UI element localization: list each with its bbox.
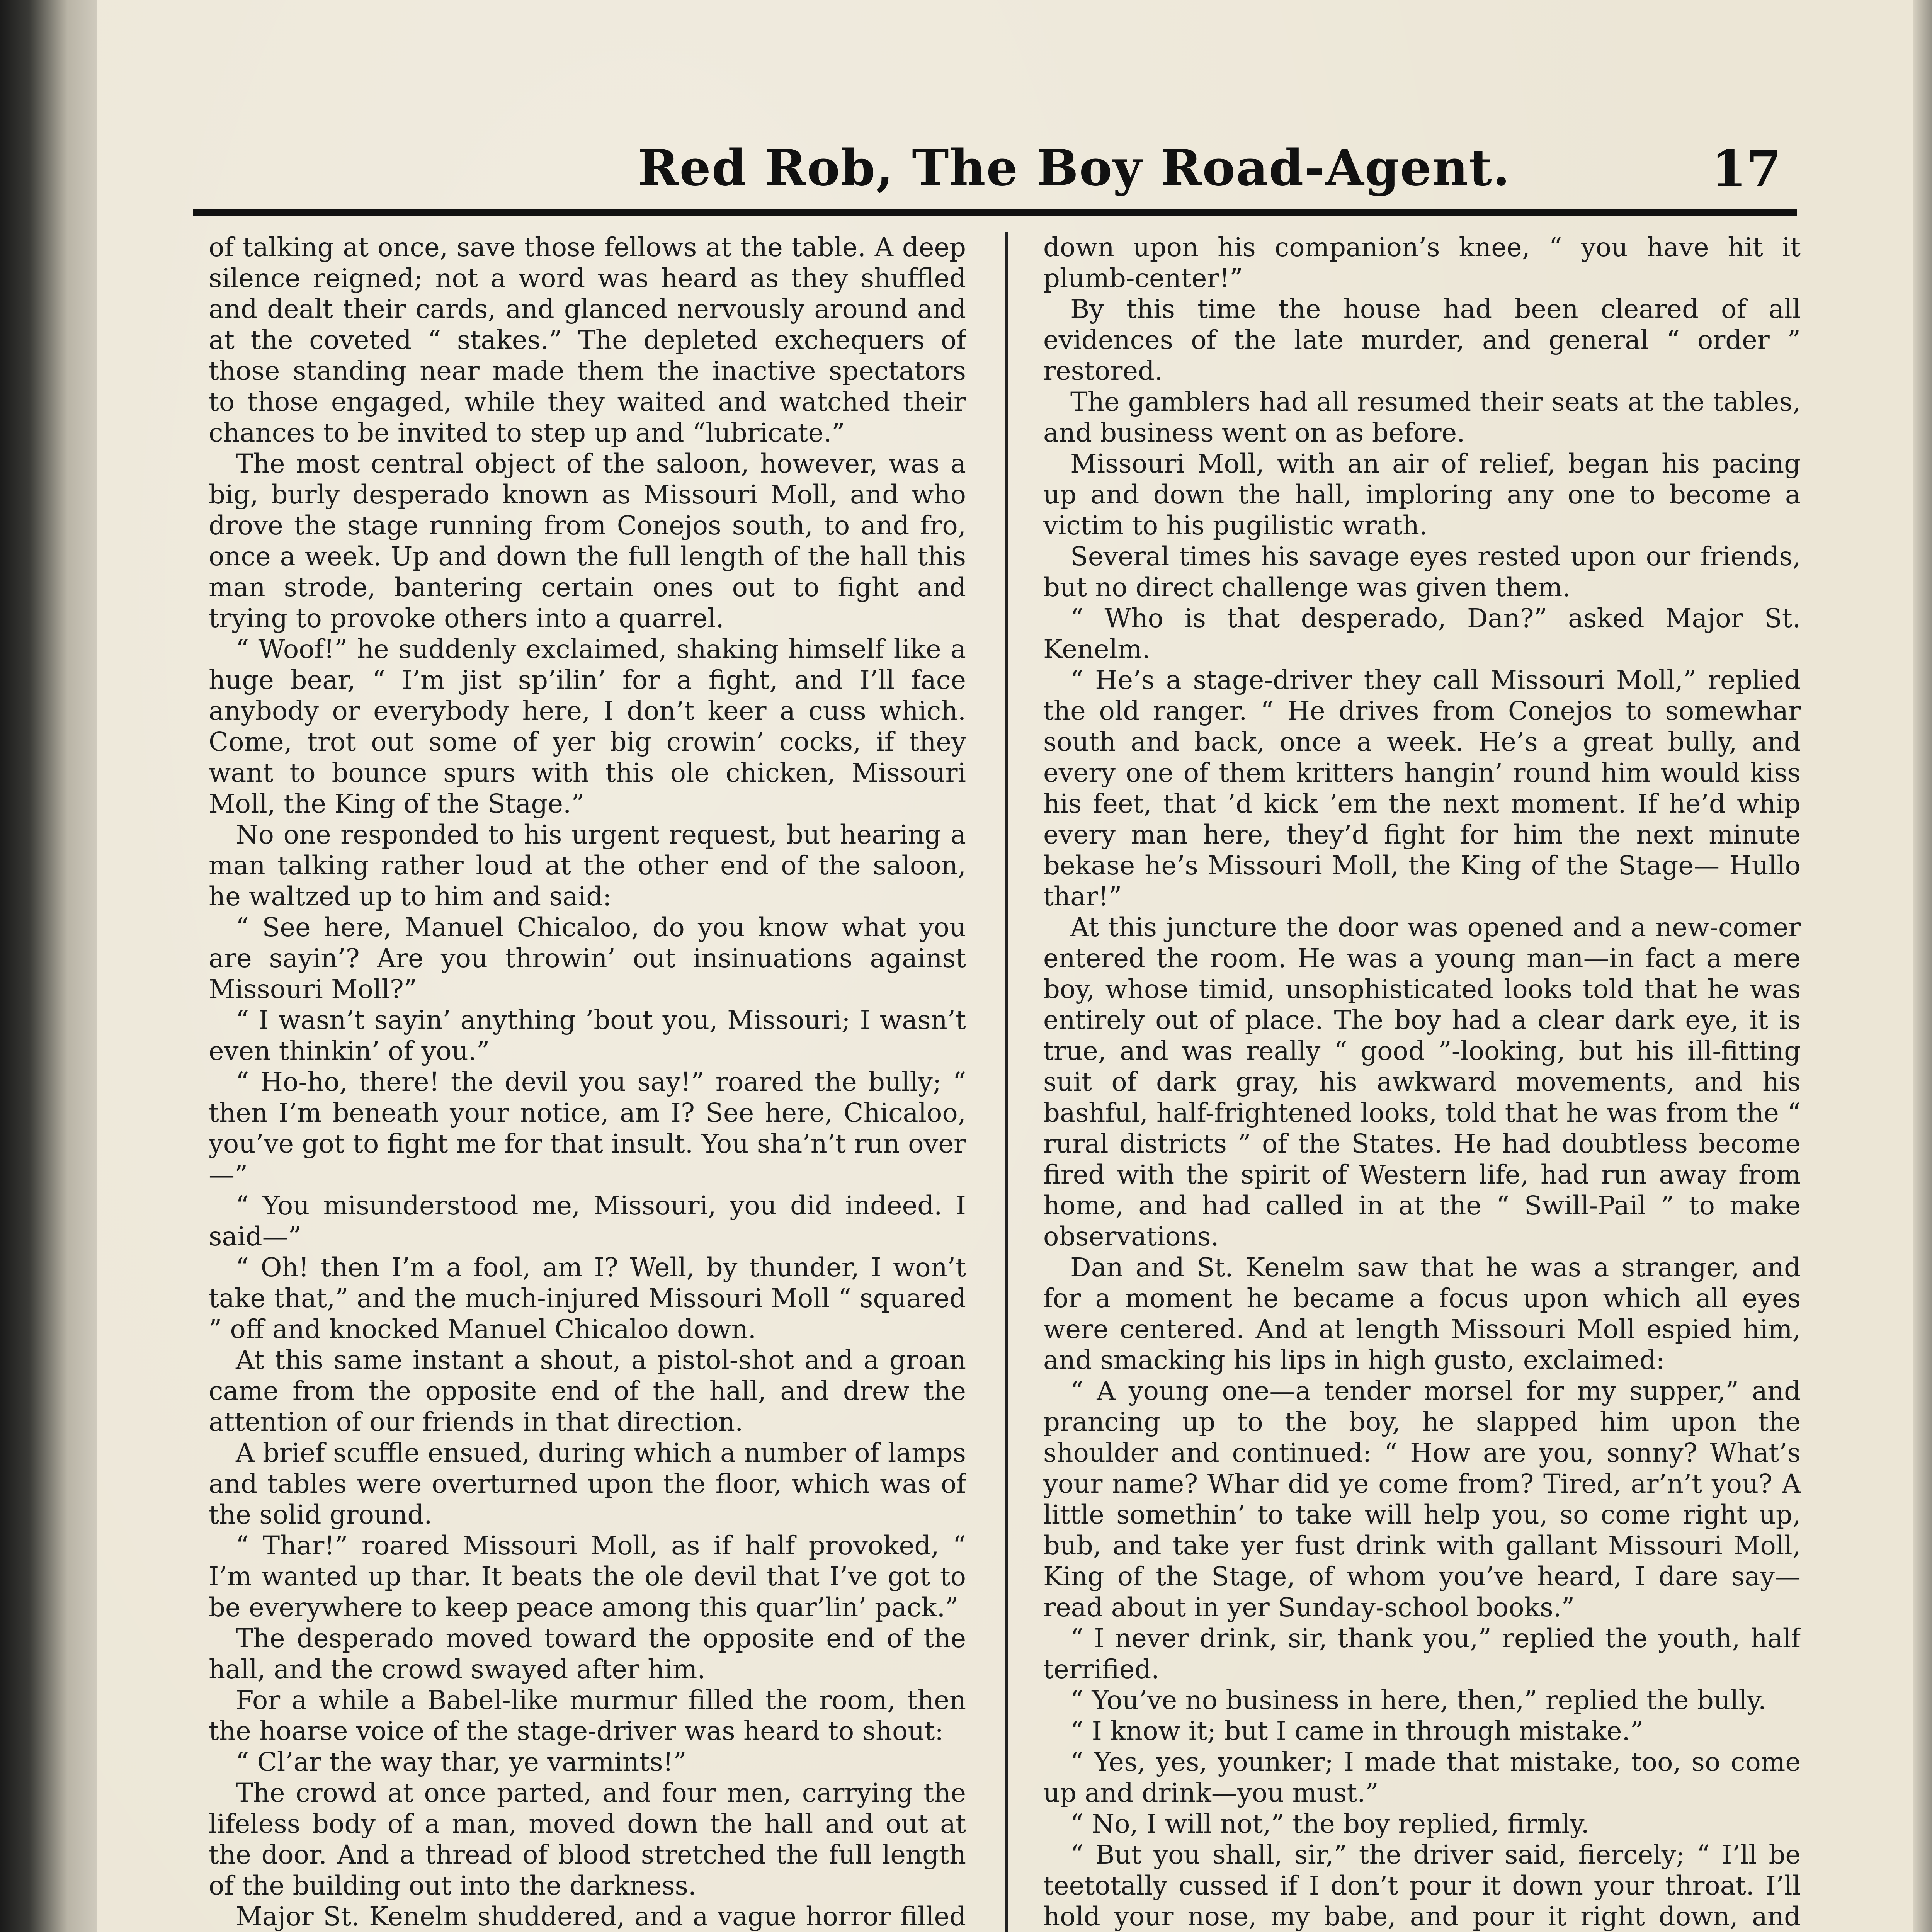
paragraph: “ No, I will not,” the boy replied, firmly.	[1070, 1809, 1589, 1839]
paragraph: “ I wasn’t sayin’ anything ’bout you, Missouri; I wasn’t even thinkin’ of you.”	[209, 1005, 966, 1066]
paragraph: “ See here, Manuel Chicaloo, do you know what you are sayin’? Are you throwin’ out insinuations against Missouri Moll?”	[209, 912, 966, 1004]
page-edge	[1913, 0, 1932, 1932]
running-title: Red Rob, The Boy Road-Agent.	[638, 139, 1511, 197]
paragraph: “ A young one—a tender morsel for my supper,” and prancing up to the boy, he slapped him upon the shoulder and continued: “ How are you, sonny? What’s your name? Whar did ye come from? Tired, ar’n’t you? A little somethin’ to take will help you, so come right up, bub, and take yer fust drink with gallant Missouri Moll, King of the Stage, of whom you’ve heard, I dare say—read about in yer Sunday-school books.”	[1043, 1376, 1801, 1622]
paragraph: “ Thar!” roared Missouri Moll, as if half provoked, “ I’m wanted up thar. It beats the ole devil that I’ve got to be everywhere to keep peace among this quar’lin’ pack.”	[209, 1531, 966, 1622]
paragraph: “ Woof!” he suddenly exclaimed, shaking himself like a huge bear, “ I’m jist sp’ilin’ for a fight, and I’ll face anybody or everybody here, I don’t keer a cuss which. Come, trot out some of yer big crowin’ cocks, if they want to bounce spurs with this ole chicken, Missouri Moll, the King of the Stage.”	[209, 634, 966, 819]
right-column-top	[1043, 232, 1801, 1932]
paragraph: “ Yes, yes, younker; I made that mistake, too, so come up and drink—you must.”	[1043, 1747, 1801, 1808]
right-column	[1043, 232, 1801, 1932]
column-rule	[1005, 232, 1008, 1932]
paragraph: The desperado moved toward the opposite end of the hall, and the crowd swayed after him.	[209, 1623, 966, 1684]
paragraph: “ Oh! then I’m a fool, am I? Well, by thunder, I won’t take that,” and the much-injured Missouri Moll “ squared ” off and knocked Manuel Chicaloo down.	[209, 1252, 966, 1344]
paragraph: By this time the house had been cleared of all evidences of the late murder, and general “ order ” restored.	[1043, 294, 1801, 386]
page-header	[193, 131, 1797, 216]
paragraph: “ I never drink, sir, thank you,” replied the youth, half terrified.	[1043, 1623, 1801, 1684]
paragraph: “ Cl’ar the way thar, ye varmints!”	[236, 1747, 687, 1777]
paragraph: Dan and St. Kenelm saw that he was a stranger, and for a moment he became a focus upon which all eyes were centered. And at length Missouri Moll espied him, and smacking his lips in high gusto, exclaimed:	[1043, 1252, 1801, 1375]
paragraph: Missouri Moll, with an air of relief, began his pacing up and down the hall, imploring any one to become a victim to his pugilistic wrath.	[1043, 449, 1801, 541]
paragraph: At this same instant a shout, a pistol-shot and a groan came from the opposite end of the hall, and drew the attention of our friends in that direction.	[209, 1345, 966, 1437]
paragraph: “ You misunderstood me, Missouri, you did indeed. I said—”	[209, 1190, 966, 1252]
paragraph: No one responded to his urgent request, but hearing a man talking rather loud at the other end of the saloon, he waltzed up to him and said:	[209, 820, 966, 912]
paragraph: of talking at once, save those fellows at the table. A deep silence reigned; not a word was heard as they shuffled and dealt their cards, and glanced nervously around and at the coveted “ stakes.” The depleted exchequers of those standing near made them the inactive spectators to those engaged, while they waited and watched their chances to be invited to step up and “lubricate.”	[209, 232, 966, 448]
paragraph: At this juncture the door was opened and a new-comer entered the room. He was a young man—in fact a mere boy, whose timid, unsophisticated looks told that he was entirely out of place. The boy had a clear dark eye, it is true, and was really “ good ”-looking, but his ill-fitting suit of dark gray, his awkward movements, and his bashful, half-frightened looks, told that he was from the “ rural districts ” of the States. He had doubtless become fired with the spirit of Western life, had run away from home, and had called in at the “ Swill-Pail ” to make observations.	[1043, 912, 1801, 1252]
paragraph: “ Ho-ho, there! the devil you say!” roared the bully; “ then I’m beneath your notice, am I? See here, Chicaloo, you’ve got to fight me for that insult. You sha’n’t run over—”	[209, 1067, 966, 1190]
paragraph: “ He’s a stage-driver they call Missouri Moll,” replied the old ranger. “ He drives from Conejos to somewhar south and back, once a week. He’s a great bully, and every one of them kritters hangin’ round him would kiss his feet, that ’d kick ’em the next moment. If he’d whip every man here, they’d fight for him the next minute bekase he’s Missouri Moll, the King of the Stage— Hullo thar!”	[1043, 665, 1801, 912]
paragraph: The most central object of the saloon, however, was a big, burly desperado known as Missouri Moll, and who drove the stage running from Conejos south, to and fro, once a week. Up and down the full length of the hall this man strode, bantering certain ones out to fight and trying to provoke others into a quarrel.	[209, 449, 966, 633]
paragraph: A brief scuffle ensued, during which a number of lamps and tables were overturned upon the floor, which was of the solid ground.	[209, 1438, 966, 1530]
page-number: 17	[1711, 139, 1781, 198]
paragraph: Several times his savage eyes rested upon our friends, but no direct challenge was given them.	[1043, 541, 1801, 602]
paragraph: “ But you shall, sir,” the driver said, fiercely; “ I’ll be teetotally cussed if I don’t pour it down your throat. I’ll hold your nose, my babe, and pour it right down, and	[1043, 1840, 1801, 1932]
paragraph: Major St. Kenelm shuddered, and a vague horror filled	[236, 1901, 966, 1932]
left-column	[209, 232, 966, 1932]
paragraph: “ You’ve no business in here, then,” replied the bully.	[1070, 1685, 1767, 1715]
paragraph: “ I know it; but I came in through mistake.”	[1070, 1716, 1644, 1746]
paragraph: down upon his companion’s knee, “ you have hit it plumb-center!”	[1043, 232, 1801, 293]
paragraph: “ Who is that desperado, Dan?” asked Major St. Kenelm.	[1043, 603, 1801, 664]
paragraph: For a while a Babel-like murmur filled the room, then the hoarse voice of the stage-driver was heard to shout:	[209, 1685, 966, 1746]
paragraph: The crowd at once parted, and four men, carrying the lifeless body of a man, moved down the hall and out at the door. And a thread of blood stretched the full length of the building out into the darkness.	[209, 1778, 966, 1901]
page-fold	[0, 0, 97, 1932]
paragraph: The gamblers had all resumed their seats at the tables, and business went on as before.	[1043, 387, 1801, 448]
